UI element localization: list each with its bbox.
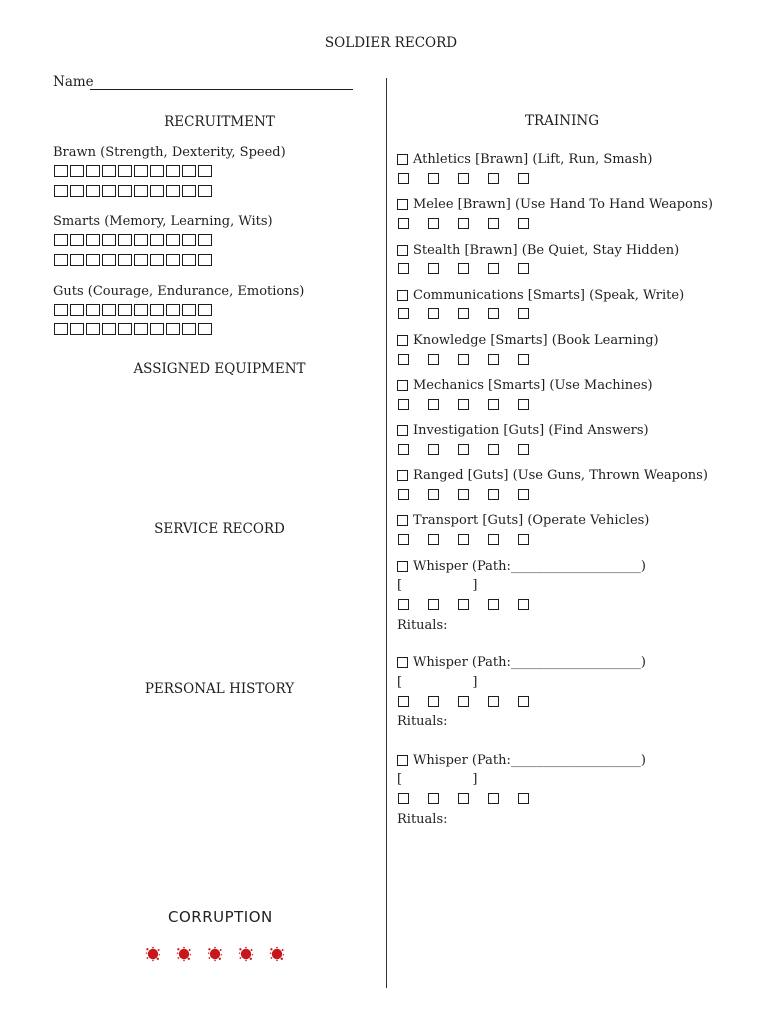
stat-box[interactable] [166,185,180,197]
stat-box[interactable] [86,185,100,197]
skill-pip-box[interactable] [458,793,469,804]
stat-box[interactable] [54,254,68,266]
stat-label-smarts: Smarts (Memory, Learning, Wits) [53,214,273,229]
skill-pip-box[interactable] [398,308,409,319]
skill-pip-box[interactable] [428,218,439,229]
skill-pip-box[interactable] [428,793,439,804]
name-label: Name [53,74,94,90]
rituals-label: Rituals: [397,618,448,633]
skill-pip-box[interactable] [458,218,469,229]
skill-pip-box[interactable] [458,696,469,707]
skill-pip-box[interactable] [398,793,409,804]
skill-pips[interactable] [398,308,529,319]
skill-pip-box[interactable] [398,354,409,365]
skill-pip-box[interactable] [428,308,439,319]
stat-box[interactable] [150,304,164,316]
stat-box[interactable] [198,323,212,335]
stat-box[interactable] [166,165,180,177]
skill-pip-box[interactable] [458,599,469,610]
stat-box[interactable] [150,234,164,246]
skill-pip-box[interactable] [488,399,499,410]
stat-box[interactable] [166,323,180,335]
whisper-1[interactable] [397,559,646,574]
stat-box[interactable] [118,165,132,177]
skill-label: Mechanics [Smarts] (Use Machines) [413,378,653,393]
stat-box[interactable] [70,234,84,246]
blood-splatter-icon[interactable] [269,946,285,962]
skill-label: Communications [Smarts] (Speak, Write) [413,288,685,303]
whisper-label: Whisper (Path:____________________) [413,559,646,574]
stat-box[interactable] [182,304,196,316]
skill-pip-box[interactable] [488,218,499,229]
stat-box[interactable] [118,234,132,246]
skill-pip-box[interactable] [518,354,529,365]
skill-pip-box[interactable] [398,263,409,274]
skill-pip-box[interactable] [398,399,409,410]
stat-box[interactable] [102,323,116,335]
stat-box[interactable] [134,185,148,197]
stat-box-row[interactable] [54,254,212,266]
skill-pip-box[interactable] [428,399,439,410]
skill-pip-box[interactable] [398,444,409,455]
skill-checkbox[interactable] [397,245,408,256]
column-divider [386,78,387,988]
stat-box[interactable] [70,185,84,197]
stat-box-row[interactable] [54,185,212,197]
skill-label: Investigation [Guts] (Find Answers) [413,423,649,438]
stat-box[interactable] [150,185,164,197]
stat-box[interactable] [198,254,212,266]
skill-checkbox[interactable] [397,335,408,346]
skill-pip-box[interactable] [428,354,439,365]
stat-box[interactable] [86,304,100,316]
stat-label-guts: Guts (Courage, Endurance, Emotions) [53,284,305,299]
skill-pip-box[interactable] [428,263,439,274]
blood-splatter-icon[interactable] [207,946,223,962]
skill-pips[interactable] [398,444,529,455]
stat-box[interactable] [198,234,212,246]
skill-checkbox[interactable] [397,154,408,165]
corruption-tracker [145,946,285,962]
skill-pip-box[interactable] [398,173,409,184]
skill-pip-box[interactable] [518,173,529,184]
stat-box[interactable] [118,185,132,197]
stat-box[interactable] [134,234,148,246]
rituals-label: Rituals: [397,714,448,729]
skill-pip-box[interactable] [428,489,439,500]
stat-box[interactable] [182,165,196,177]
stat-box[interactable] [70,323,84,335]
assigned-equipment-heading: ASSIGNED EQUIPMENT [133,361,306,377]
whisper-bracket[interactable]: [ ] [397,772,478,787]
skill-pip-box[interactable] [518,308,529,319]
skill-pip-box[interactable] [458,534,469,545]
stat-box[interactable] [118,323,132,335]
stat-box[interactable] [182,254,196,266]
skill-checkbox[interactable] [397,470,408,481]
skill-pip-box[interactable] [518,218,529,229]
skill-pips[interactable] [398,793,529,804]
stat-box[interactable] [134,165,148,177]
skill-pips[interactable] [398,534,529,545]
skill-checkbox[interactable] [397,425,408,436]
stat-box[interactable] [70,165,84,177]
skill-label: Knowledge [Smarts] (Book Learning) [413,333,659,348]
skill-melee[interactable] [397,197,713,212]
skill-pip-box[interactable] [518,534,529,545]
skill-transport[interactable] [397,513,649,528]
skill-pip-box[interactable] [488,599,499,610]
skill-checkbox[interactable] [397,290,408,301]
whisper-checkbox[interactable] [397,755,408,766]
skill-pip-box[interactable] [518,444,529,455]
stat-box-row[interactable] [54,323,212,335]
skill-pips[interactable] [398,696,529,707]
skill-communications[interactable] [397,288,684,303]
stat-box[interactable] [118,254,132,266]
skill-pip-box[interactable] [398,489,409,500]
skill-pip-box[interactable] [428,599,439,610]
skill-stealth[interactable] [397,243,679,258]
stat-box[interactable] [54,185,68,197]
stat-box[interactable] [102,304,116,316]
corruption-label: CORRUPTION [168,908,273,926]
personal-history-heading: PERSONAL HISTORY [144,681,295,697]
skill-checkbox[interactable] [397,515,408,526]
skill-pips[interactable] [398,354,529,365]
skill-pip-box[interactable] [488,696,499,707]
skill-pip-box[interactable] [458,489,469,500]
skill-pip-box[interactable] [458,399,469,410]
stat-box[interactable] [118,304,132,316]
skill-checkbox[interactable] [397,199,408,210]
whisper-checkbox[interactable] [397,657,408,668]
stat-box[interactable] [54,323,68,335]
skill-athletics[interactable] [397,152,652,167]
skill-checkbox[interactable] [397,380,408,391]
skill-pip-box[interactable] [428,696,439,707]
whisper-bracket[interactable]: [ ] [397,675,478,690]
stat-box[interactable] [86,254,100,266]
skill-pip-box[interactable] [488,489,499,500]
skill-pips[interactable] [398,263,529,274]
whisper-2[interactable] [397,655,646,670]
stat-box[interactable] [166,234,180,246]
stat-box-row[interactable] [54,165,212,177]
skill-ranged[interactable] [397,468,708,483]
stat-box[interactable] [182,323,196,335]
page-title: SOLDIER RECORD [324,35,458,51]
stat-box[interactable] [102,254,116,266]
skill-mechanics[interactable] [397,378,653,393]
skill-pip-box[interactable] [428,534,439,545]
stat-box[interactable] [134,254,148,266]
skill-pip-box[interactable] [518,599,529,610]
training-heading: TRAINING [525,113,599,129]
skill-pip-box[interactable] [518,263,529,274]
skill-pip-box[interactable] [398,696,409,707]
skill-label: Athletics [Brawn] (Lift, Run, Smash) [413,152,653,167]
stat-box-row[interactable] [54,304,212,316]
skill-pip-box[interactable] [488,534,499,545]
stat-box[interactable] [102,234,116,246]
stat-box[interactable] [150,323,164,335]
blood-splatter-icon[interactable] [238,946,254,962]
skill-pip-box[interactable] [488,793,499,804]
skill-label: Transport [Guts] (Operate Vehicles) [413,513,650,528]
blood-splatter-icon[interactable] [176,946,192,962]
skill-pip-box[interactable] [518,793,529,804]
skill-pip-box[interactable] [488,173,499,184]
name-field[interactable] [90,89,353,90]
stat-box[interactable] [102,185,116,197]
skill-pip-box[interactable] [398,534,409,545]
stat-box[interactable] [182,234,196,246]
skill-pip-box[interactable] [488,308,499,319]
stat-box[interactable] [54,165,68,177]
stat-label-brawn: Brawn (Strength, Dexterity, Speed) [53,145,286,160]
stat-box[interactable] [182,185,196,197]
skill-pip-box[interactable] [428,173,439,184]
stat-box[interactable] [86,234,100,246]
stat-box[interactable] [70,304,84,316]
stat-box[interactable] [54,304,68,316]
skill-investigation[interactable] [397,423,649,438]
stat-box[interactable] [134,304,148,316]
skill-pips[interactable] [398,399,529,410]
stat-box[interactable] [70,254,84,266]
skill-pip-box[interactable] [488,263,499,274]
skill-label: Ranged [Guts] (Use Guns, Thrown Weapons) [413,468,708,483]
whisper-3[interactable] [397,753,646,768]
skill-pips[interactable] [398,489,529,500]
stat-box[interactable] [166,304,180,316]
skill-pip-box[interactable] [398,599,409,610]
skill-pip-box[interactable] [518,399,529,410]
skill-pip-box[interactable] [458,444,469,455]
whisper-label: Whisper (Path:____________________) [413,753,646,768]
skill-pips[interactable] [398,218,529,229]
skill-pip-box[interactable] [458,308,469,319]
stat-box[interactable] [198,185,212,197]
whisper-checkbox[interactable] [397,561,408,572]
stat-box[interactable] [86,323,100,335]
skill-pips[interactable] [398,173,529,184]
stat-box[interactable] [134,323,148,335]
whisper-label: Whisper (Path:____________________) [413,655,646,670]
stat-box[interactable] [102,165,116,177]
blood-splatter-icon[interactable] [145,946,161,962]
skill-knowledge[interactable] [397,333,659,348]
skill-pip-box[interactable] [488,354,499,365]
stat-box[interactable] [198,304,212,316]
service-record-heading: SERVICE RECORD [154,521,285,537]
skill-pip-box[interactable] [458,173,469,184]
skill-pips[interactable] [398,599,529,610]
stat-box[interactable] [86,165,100,177]
stat-box[interactable] [198,165,212,177]
whisper-bracket[interactable]: [ ] [397,578,478,593]
skill-pip-box[interactable] [458,354,469,365]
skill-label: Stealth [Brawn] (Be Quiet, Stay Hidden) [413,243,680,258]
stat-box-row[interactable] [54,234,212,246]
skill-pip-box[interactable] [518,696,529,707]
skill-pip-box[interactable] [428,444,439,455]
stat-box[interactable] [150,254,164,266]
rituals-label: Rituals: [397,812,448,827]
stat-box[interactable] [150,165,164,177]
skill-pip-box[interactable] [398,218,409,229]
stat-box[interactable] [166,254,180,266]
recruitment-heading: RECRUITMENT [164,114,275,130]
skill-pip-box[interactable] [488,444,499,455]
skill-label: Melee [Brawn] (Use Hand To Hand Weapons) [413,197,713,212]
skill-pip-box[interactable] [518,489,529,500]
stat-box[interactable] [54,234,68,246]
skill-pip-box[interactable] [458,263,469,274]
